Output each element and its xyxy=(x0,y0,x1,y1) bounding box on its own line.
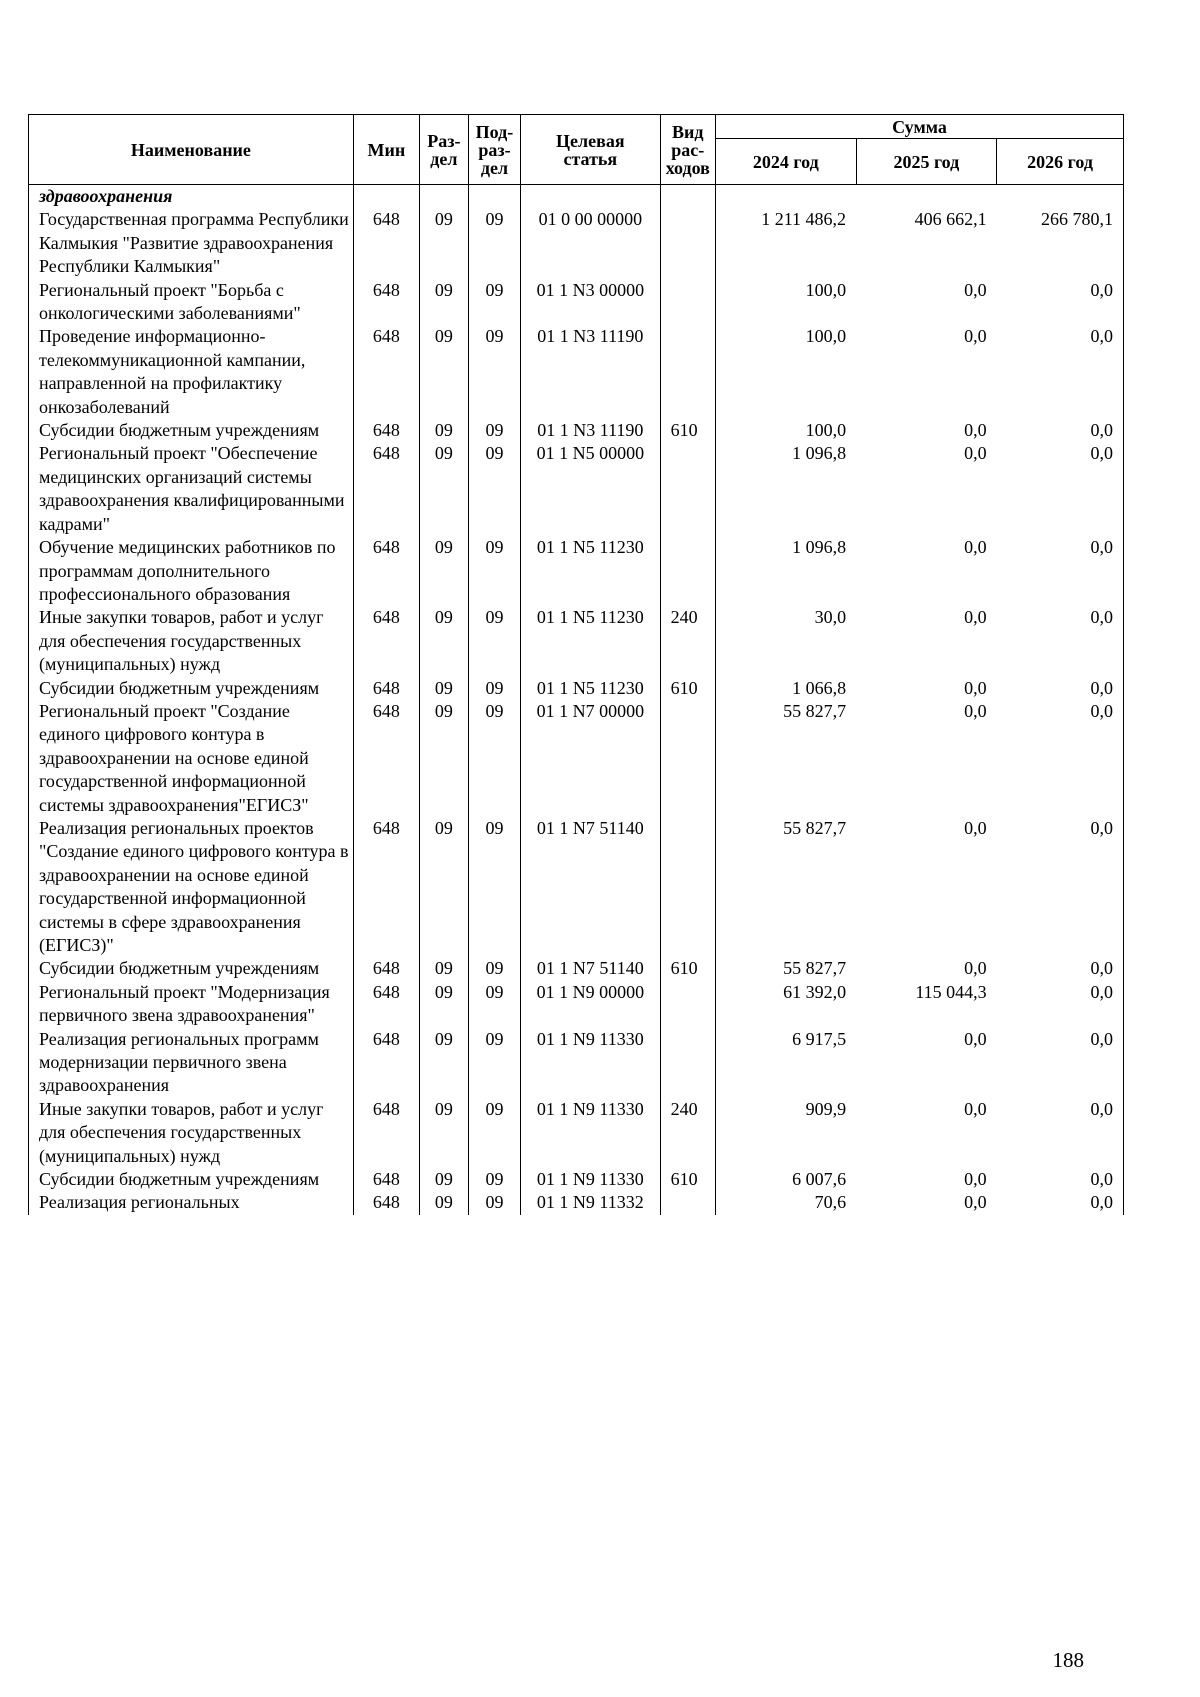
row-min: 648 xyxy=(353,536,419,606)
table-header xyxy=(29,115,1124,185)
table-row xyxy=(29,1028,1124,1098)
header-min: Мин xyxy=(353,115,419,185)
row-podrazdel: 09 xyxy=(468,325,520,419)
row-sum-2026: 0,0 xyxy=(997,419,1124,442)
row-razdel: 09 xyxy=(419,1168,468,1191)
row-razdel: 09 xyxy=(419,208,468,278)
row-sum-2024: 55 827,7 xyxy=(783,817,847,838)
row-sum-2025: 0,0 xyxy=(964,958,987,979)
table-row xyxy=(29,606,1124,676)
row-razdel: 09 xyxy=(419,1191,468,1214)
table-row xyxy=(29,325,1124,419)
header-cel-statya: Целевая статья xyxy=(521,115,661,185)
row-vid-rashodov: 610 xyxy=(660,1168,715,1191)
row-sum-2025: 0,0 xyxy=(964,700,987,721)
row-podrazdel: 09 xyxy=(468,677,520,700)
row-razdel: 09 xyxy=(419,419,468,442)
row-sum-2024: 909,9 xyxy=(805,1098,847,1119)
row-sum-2024: 1 096,8 xyxy=(792,537,847,558)
row-podrazdel: 09 xyxy=(468,957,520,980)
row-name: Государственная программа Республики Калмыкия "Развитие здравоохранения Республики Калмыкия" xyxy=(29,208,354,278)
row-razdel: 09 xyxy=(419,957,468,980)
row-podrazdel: 09 xyxy=(468,208,520,278)
header-name: Наименование xyxy=(29,115,354,185)
row-name: Проведение информационно-телекоммуникационной кампании, направленной на профилактику онкозаболеваний xyxy=(29,325,354,419)
row-sum-2025: 0,0 xyxy=(964,420,987,441)
row-vid-rashodov: 240 xyxy=(660,606,715,676)
header-summa: Сумма xyxy=(715,115,1123,139)
row-name: Региональный проект "Создание единого цифрового контура в здравоохранении на основе единой государственной информационной системы здравоохранения"ЕГИСЗ" xyxy=(29,700,354,817)
table-row xyxy=(29,1098,1124,1168)
row-podrazdel: 09 xyxy=(468,1168,520,1191)
row-sum-2026: 266 780,1 xyxy=(997,208,1124,278)
row-name: Субсидии бюджетным учреждениям xyxy=(29,957,354,980)
table-row xyxy=(29,536,1124,606)
row-podrazdel: 09 xyxy=(468,1191,520,1214)
row-cel-statya: 01 1 N5 00000 xyxy=(521,442,661,536)
row-sum-2025: 0,0 xyxy=(964,1098,987,1119)
row-razdel: 09 xyxy=(419,700,468,817)
row-cel-statya: 01 1 N3 11190 xyxy=(521,325,661,419)
row-min: 648 xyxy=(353,677,419,700)
row-min: 648 xyxy=(353,442,419,536)
table-row xyxy=(29,208,1124,278)
row-razdel: 09 xyxy=(419,325,468,419)
row-podrazdel: 09 xyxy=(468,981,520,1028)
budget-table xyxy=(28,114,1124,1215)
row-cel-statya: 01 1 N9 11330 xyxy=(521,1168,661,1191)
row-sum-2026: 0,0 xyxy=(997,981,1124,1028)
row-cel-statya: 01 1 N9 00000 xyxy=(521,981,661,1028)
row-razdel: 09 xyxy=(419,1028,468,1098)
row-sum-2026: 0,0 xyxy=(997,606,1124,676)
row-sum-2025: 0,0 xyxy=(964,537,987,558)
row-min: 648 xyxy=(353,325,419,419)
row-podrazdel: 09 xyxy=(468,817,520,957)
row-cel-statya: 01 1 N7 51140 xyxy=(521,817,661,957)
page-number: 188 xyxy=(1052,1648,1084,1672)
header-year-2026: 2026 год xyxy=(997,139,1124,185)
row-min: 648 xyxy=(353,981,419,1028)
row-min: 648 xyxy=(353,817,419,957)
row-cel-statya: 01 1 N5 11230 xyxy=(521,536,661,606)
row-name: Иные закупки товаров, работ и услуг для обеспечения государственных (муниципальных) нужд xyxy=(29,1098,354,1168)
table-row xyxy=(29,957,1124,980)
row-min: 648 xyxy=(353,1191,419,1214)
row-sum-2024: 6 917,5 xyxy=(792,1028,847,1049)
row-cel-statya: 01 1 N9 11330 xyxy=(521,1098,661,1168)
row-cel-statya: 01 1 N7 00000 xyxy=(521,700,661,817)
row-name: Региональный проект "Обеспечение медицинских организаций системы здравоохранения квалифицированными кадрами" xyxy=(29,442,354,536)
row-razdel: 09 xyxy=(419,1098,468,1168)
table-row xyxy=(29,419,1124,442)
row-sum-2024: 100,0 xyxy=(805,420,847,441)
row-cel-statya: 01 1 N9 11330 xyxy=(521,1028,661,1098)
row-vid-rashodov xyxy=(660,1191,715,1214)
row-vid-rashodov xyxy=(660,279,715,326)
row-sum-2024: 1 096,8 xyxy=(792,443,847,464)
table-row xyxy=(29,1191,1124,1214)
row-sum-2025: 115 044,3 xyxy=(915,981,987,1002)
row-razdel: 09 xyxy=(419,442,468,536)
row-vid-rashodov: 240 xyxy=(660,1098,715,1168)
row-podrazdel: 09 xyxy=(468,1098,520,1168)
row-name: Региональный проект "Борьба с онкологическими заболеваниями" xyxy=(29,279,354,326)
row-sum-2026: 0,0 xyxy=(997,279,1124,326)
row-sum-2024: 70,6 xyxy=(814,1192,847,1213)
row-sum-2026: 0,0 xyxy=(997,957,1124,980)
row-podrazdel: 09 xyxy=(468,536,520,606)
row-cel-statya: 01 1 N7 51140 xyxy=(521,957,661,980)
row-sum-2025: 0,0 xyxy=(964,443,987,464)
row-sum-2024: 100,0 xyxy=(805,326,847,347)
row-podrazdel: 09 xyxy=(468,419,520,442)
table-row xyxy=(29,279,1124,326)
row-sum-2026: 0,0 xyxy=(997,1028,1124,1098)
row-min: 648 xyxy=(353,1168,419,1191)
row-min: 648 xyxy=(353,419,419,442)
row-sum-2026: 0,0 xyxy=(997,536,1124,606)
row-name: Реализация региональных проектов "Создание единого цифрового контура в здравоохранении на основе единой государственной информационной системы в сфере здравоохранения (ЕГИСЗ)" xyxy=(29,817,354,957)
row-razdel: 09 xyxy=(419,981,468,1028)
row-name: Реализация региональных программ модернизации первичного звена здравоохранения xyxy=(29,1028,354,1098)
row-sum-2024: 1 211 486,2 xyxy=(761,209,847,230)
section-title: здравоохранения xyxy=(29,185,354,209)
row-sum-2025: 0,0 xyxy=(964,326,987,347)
table-row xyxy=(29,677,1124,700)
table-row xyxy=(29,1168,1124,1191)
row-sum-2025: 0,0 xyxy=(964,279,987,300)
row-sum-2026: 0,0 xyxy=(997,325,1124,419)
row-min: 648 xyxy=(353,700,419,817)
row-sum-2025: 0,0 xyxy=(964,1169,987,1190)
row-cel-statya: 01 0 00 00000 xyxy=(521,208,661,278)
row-cel-statya: 01 1 N5 11230 xyxy=(521,606,661,676)
row-cel-statya: 01 1 N3 11190 xyxy=(521,419,661,442)
row-vid-rashodov: 610 xyxy=(660,419,715,442)
row-vid-rashodov xyxy=(660,442,715,536)
row-sum-2026: 0,0 xyxy=(997,1098,1124,1168)
row-sum-2025: 0,0 xyxy=(964,607,987,628)
row-razdel: 09 xyxy=(419,536,468,606)
row-min: 648 xyxy=(353,957,419,980)
row-sum-2024: 61 392,0 xyxy=(783,981,847,1002)
row-sum-2025: 406 662,1 xyxy=(914,209,987,230)
table-row xyxy=(29,817,1124,957)
row-min: 648 xyxy=(353,279,419,326)
row-sum-2024: 30,0 xyxy=(814,607,847,628)
row-sum-2026: 0,0 xyxy=(997,1191,1124,1214)
row-name: Субсидии бюджетным учреждениям xyxy=(29,419,354,442)
table-row xyxy=(29,700,1124,817)
row-vid-rashodov xyxy=(660,325,715,419)
header-year-2024: 2024 год xyxy=(715,139,856,185)
row-vid-rashodov xyxy=(660,208,715,278)
row-min: 648 xyxy=(353,1028,419,1098)
row-sum-2024: 55 827,7 xyxy=(783,958,847,979)
row-sum-2024: 100,0 xyxy=(805,279,847,300)
header-razdel: Раз- дел xyxy=(419,115,468,185)
row-sum-2026: 0,0 xyxy=(997,442,1124,536)
row-podrazdel: 09 xyxy=(468,606,520,676)
row-vid-rashodov xyxy=(660,1028,715,1098)
row-vid-rashodov xyxy=(660,981,715,1028)
row-sum-2024: 1 066,8 xyxy=(792,677,847,698)
row-name: Иные закупки товаров, работ и услуг для обеспечения государственных (муниципальных) нужд xyxy=(29,606,354,676)
row-razdel: 09 xyxy=(419,677,468,700)
row-sum-2024: 55 827,7 xyxy=(783,700,847,721)
row-name: Субсидии бюджетным учреждениям xyxy=(29,677,354,700)
row-razdel: 09 xyxy=(419,279,468,326)
row-vid-rashodov xyxy=(660,536,715,606)
row-sum-2026: 0,0 xyxy=(997,817,1124,957)
row-min: 648 xyxy=(353,208,419,278)
row-vid-rashodov xyxy=(660,700,715,817)
row-sum-2026: 0,0 xyxy=(997,700,1124,817)
row-vid-rashodov xyxy=(660,817,715,957)
table-row xyxy=(29,442,1124,536)
row-sum-2024: 6 007,6 xyxy=(792,1169,847,1190)
row-vid-rashodov: 610 xyxy=(660,957,715,980)
row-razdel: 09 xyxy=(419,606,468,676)
row-name: Региональный проект "Модернизация первичного звена здравоохранения" xyxy=(29,981,354,1028)
row-min: 648 xyxy=(353,1098,419,1168)
row-razdel: 09 xyxy=(419,817,468,957)
header-year-2025: 2025 год xyxy=(856,139,997,185)
row-name: Субсидии бюджетным учреждениям xyxy=(29,1168,354,1191)
row-sum-2025: 0,0 xyxy=(964,677,987,698)
section-title-row xyxy=(29,185,1124,209)
row-sum-2025: 0,0 xyxy=(964,817,987,838)
row-name: Обучение медицинских работников по программам дополнительного профессионального образования xyxy=(29,536,354,606)
row-cel-statya: 01 1 N5 11230 xyxy=(521,677,661,700)
table-row xyxy=(29,981,1124,1028)
table-body xyxy=(29,185,1124,1215)
row-vid-rashodov: 610 xyxy=(660,677,715,700)
row-podrazdel: 09 xyxy=(468,279,520,326)
row-cel-statya: 01 1 N9 11332 xyxy=(521,1191,661,1214)
row-min: 648 xyxy=(353,606,419,676)
row-sum-2026: 0,0 xyxy=(997,677,1124,700)
row-podrazdel: 09 xyxy=(468,1028,520,1098)
row-sum-2025: 0,0 xyxy=(964,1192,987,1213)
header-podrazdel: Под- раз- дел xyxy=(468,115,520,185)
row-podrazdel: 09 xyxy=(468,700,520,817)
row-podrazdel: 09 xyxy=(468,442,520,536)
row-name: Реализация региональных xyxy=(29,1191,354,1214)
header-vid-rashodov: Вид рас- ходов xyxy=(660,115,715,185)
row-sum-2025: 0,0 xyxy=(964,1028,987,1049)
row-cel-statya: 01 1 N3 00000 xyxy=(521,279,661,326)
row-sum-2026: 0,0 xyxy=(997,1168,1124,1191)
